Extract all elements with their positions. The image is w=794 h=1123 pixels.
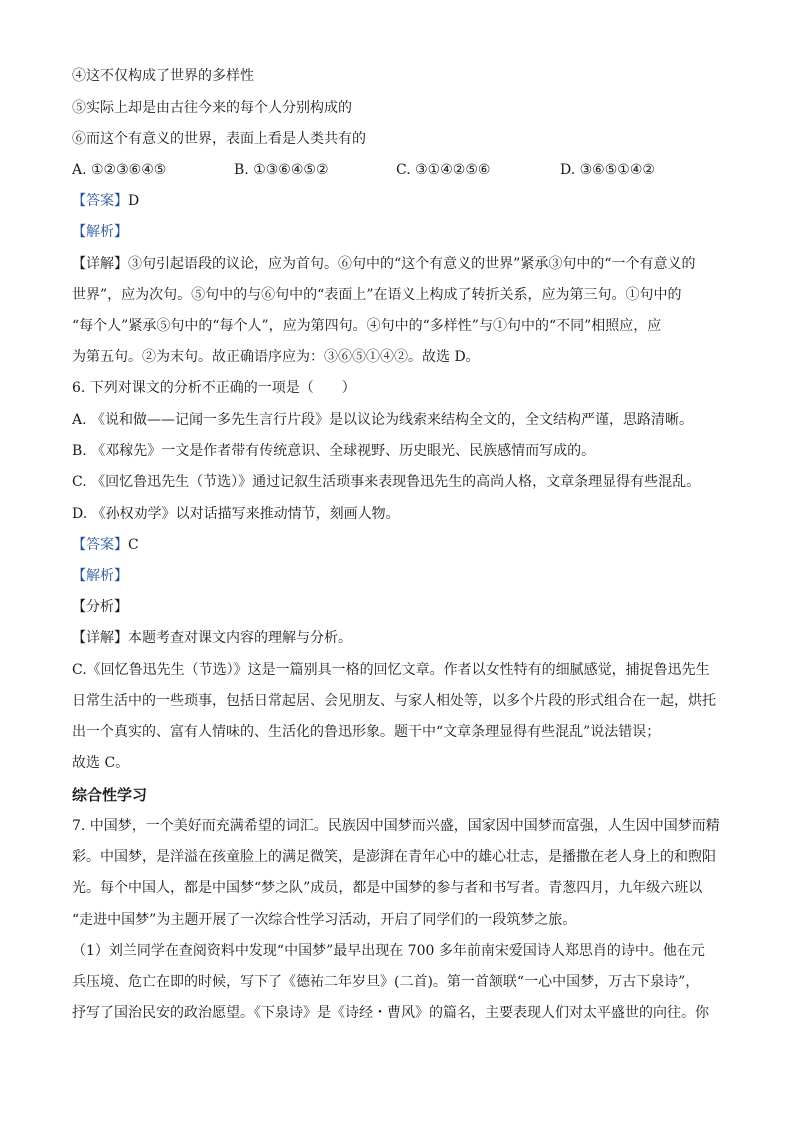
q5-option-b: B. ①③⑥④⑤② <box>234 162 329 178</box>
q6-detail-line-2: C.《回忆鲁迅先生（节选）》这是一篇别具一格的回忆文章。作者以女性特有的细腻感觉，捕捉鲁迅先生 <box>72 662 710 678</box>
sentence-5: ⑤实际上却是由古往今来的每个人分别构成的 <box>72 100 352 116</box>
q5-detail-line-4: 为第五句。②为末句。故正确语序应为：③⑥⑤①④②。故选 D。 <box>72 349 480 365</box>
q6-option-c: C. 《回忆鲁迅先生（节选）》通过记叙生活琐事来表现鲁迅先生的高尚人格，文章条理显得有些混乱。 <box>72 474 701 490</box>
q5-option-c: C. ③①④②⑤⑥ <box>396 162 491 178</box>
q5-options <box>72 160 722 180</box>
q6-answer <box>72 535 722 555</box>
answer-value: D <box>128 193 140 209</box>
q6-option-d: D. 《孙权劝学》以对话描写来推动情节，刻画人物。 <box>72 506 400 522</box>
answer-tag: 【答案】 <box>72 537 128 553</box>
q5-answer <box>72 191 722 211</box>
q6-option-b: B. 《邓稼先》一文是作者带有传统意识、全球视野、历史眼光、民族感情而写成的。 <box>72 443 596 459</box>
q6-detail-line-5: 故选 C。 <box>72 755 130 771</box>
q6-analysis-tag: 【解析】 <box>72 568 128 584</box>
q6-detail-line-4: 出一个真实的、富有人情味的、生活化的鲁迅形象。题干中“文章条理显得有些混乱”说法错误； <box>72 724 661 740</box>
q7-line-1: 7. 中国梦，一个美好而充满希望的词汇。民族因中国梦而兴盛，国家因中国梦而富强，人生因中国梦而精 <box>72 818 720 834</box>
detail-tag: 【详解】 <box>72 630 128 646</box>
q5-option-a: A. ①②③⑥④⑤ <box>72 162 167 178</box>
sentence-4: ④这不仅构成了世界的多样性 <box>72 68 254 84</box>
q5-detail-line-1 <box>72 254 722 274</box>
q7-sub1-line-1: （1）刘兰同学在查阅资料中发现“中国梦”最早出现在 700 多年前南宋爱国诗人郑思肖的诗中。他在元 <box>72 943 705 959</box>
answer-tag: 【答案】 <box>72 193 128 209</box>
q7-sub1-line-3: 抒写了国治民安的政治愿望。《下泉诗》是《诗经・曹风》的篇名，主要表现人们对太平盛世的向往。你 <box>72 1005 709 1021</box>
q5-analysis-tag: 【解析】 <box>72 224 128 240</box>
q5-detail-line-3: “每个人”紧承⑤句中的“每个人”，应为第四句。④句中的“多样性”与①句中的“不同”相照应，应 <box>72 318 662 334</box>
q7-line-3: 光。每个中国人，都是中国梦“梦之队”成员，都是中国梦的参与者和书写者。青葱四月，九年级六班以 <box>72 880 703 896</box>
q6-detail-line-1 <box>72 628 722 648</box>
q7-line-4: “走进中国梦”为主题开展了一次综合性学习活动，开启了同学们的一段筑梦之旅。 <box>72 912 577 928</box>
q6-option-a: A. 《说和做——记闻一多先生言行片段》是以议论为线索来结构全文的，全文结构严谨，思路清晰。 <box>72 412 694 428</box>
section-title: 综合性学习 <box>72 786 148 804</box>
detail-text: 本题考查对课文内容的理解与分析。 <box>128 630 352 646</box>
detail-tag: 【详解】 <box>72 256 128 272</box>
q5-option-d: D. ③⑥⑤①④② <box>560 162 655 178</box>
q6-detail-line-3: 日常生活中的一些琐事，包括日常起居、会见朋友、与家人相处等，以多个片段的形式组合在一起，烘托 <box>72 693 716 709</box>
q7-sub1-line-2: 兵压境、危亡在即的时候，写下了《德祐二年岁旦》(二首)。第一首颔联“一心中国梦，万古下泉诗”， <box>72 974 700 990</box>
q5-detail-line-2: 世界”，应为次句。⑤句中的与⑥句中的“表面上”在语义上构成了转折关系，应为第三句。①句中的 <box>72 287 682 303</box>
q7-line-2: 彩。中国梦，是洋溢在孩童脸上的满足微笑，是澎湃在青年心中的雄心壮志，是播撒在老人身上的和煦阳 <box>72 849 716 865</box>
q6-stem: 6. 下列对课文的分析不正确的一项是（ ） <box>72 380 356 396</box>
detail-text: ③句引起语段的议论，应为首句。⑥句中的“这个有意义的世界”紧承③句中的“一个有意义的 <box>128 256 696 272</box>
q6-fenxi-tag: 【分析】 <box>72 599 128 615</box>
answer-value: C <box>128 537 139 553</box>
sentence-6: ⑥而这个有意义的世界，表面上看是人类共有的 <box>72 131 366 147</box>
